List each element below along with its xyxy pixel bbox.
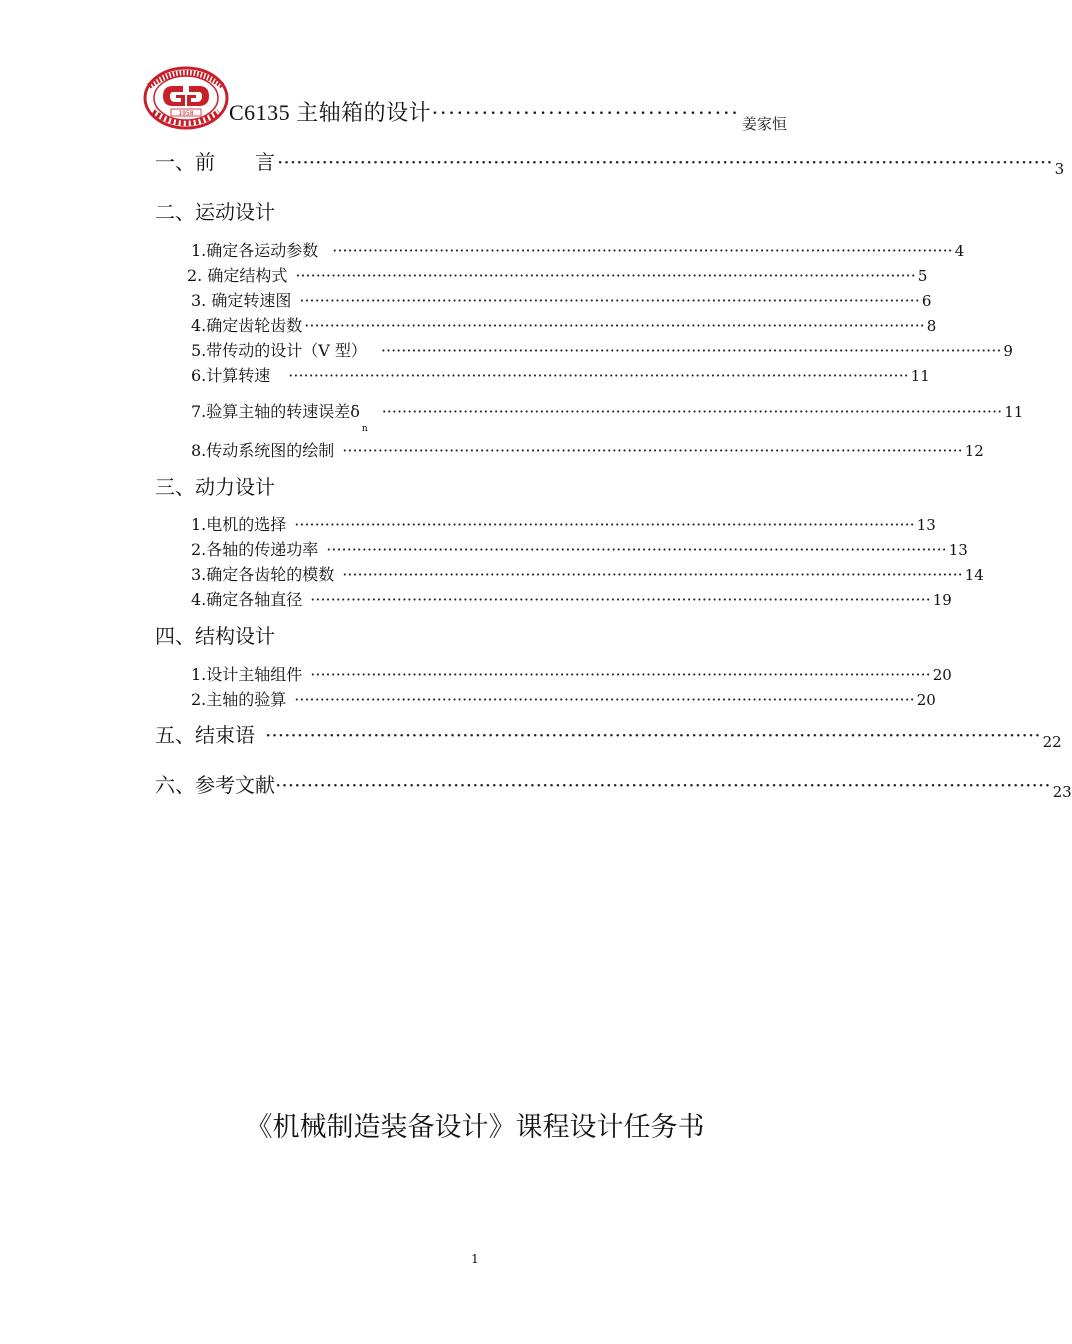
toc-page: 4 bbox=[954, 242, 965, 260]
toc-page: 8 bbox=[926, 317, 937, 335]
toc-page: 11 bbox=[910, 367, 930, 385]
toc-page: 14 bbox=[964, 566, 984, 584]
title-leader-dots: ····································· bbox=[431, 100, 740, 125]
toc-leader: ·························································································································· bbox=[342, 441, 963, 460]
toc-page: 20 bbox=[916, 691, 936, 709]
delta-subscript: n bbox=[361, 424, 368, 434]
toc-label: 1.电机的选择 bbox=[191, 515, 287, 534]
toc-label: 一、前 言 bbox=[155, 150, 275, 174]
toc-leader: ·························································································································· bbox=[294, 690, 915, 709]
page-number: 1 bbox=[471, 1252, 479, 1266]
toc-page: 22 bbox=[1042, 733, 1062, 751]
toc-label: 3.确定各齿轮的模数 bbox=[191, 565, 335, 584]
toc-page: 20 bbox=[932, 666, 952, 684]
toc-page: 6 bbox=[921, 292, 932, 310]
toc-leader: ·························································································································· bbox=[381, 402, 1003, 421]
toc-entry[interactable] bbox=[191, 288, 932, 311]
toc-entry[interactable] bbox=[191, 587, 952, 610]
toc-page: 13 bbox=[916, 516, 936, 534]
toc-label: 8.传动系统图的绘制 bbox=[191, 441, 335, 460]
toc-label: 2.各轴的传递功率 bbox=[191, 540, 319, 559]
toc-leader: ·························································································································· bbox=[304, 316, 925, 335]
toc-entry[interactable] bbox=[191, 562, 984, 585]
toc-label: 4.确定各轴直径 bbox=[191, 590, 303, 609]
document-title-text: C6135 主轴箱的设计 bbox=[229, 100, 432, 125]
toc-label: 2. 确定结构式 bbox=[187, 266, 288, 285]
toc-entry[interactable] bbox=[191, 313, 937, 336]
toc-leader: ·························································································································· bbox=[299, 291, 920, 310]
toc-leader: ·························································································································· bbox=[265, 723, 1041, 747]
toc-entry[interactable] bbox=[191, 399, 1024, 434]
toc-label: 5.带传动的设计（V 型） bbox=[191, 341, 367, 360]
toc-label: 3. 确定转速图 bbox=[191, 291, 292, 310]
toc-entry-conclusion[interactable] bbox=[155, 719, 1062, 751]
toc-page: 19 bbox=[932, 591, 952, 609]
toc-label: 7.验算主轴的转速误差δ bbox=[191, 402, 360, 421]
toc-entry[interactable] bbox=[191, 662, 952, 685]
university-seal-logo bbox=[143, 66, 229, 130]
toc-entry[interactable] bbox=[191, 438, 984, 461]
toc-leader: ·························································································································· bbox=[295, 266, 916, 285]
toc-label: 4.确定齿轮齿数 bbox=[191, 316, 303, 335]
toc-leader: ·························································································································· bbox=[326, 540, 947, 559]
toc-label: 6.计算转速 bbox=[191, 366, 271, 385]
toc-entry[interactable] bbox=[191, 687, 936, 710]
toc-entry[interactable] bbox=[191, 537, 968, 560]
toc-section-power[interactable]: 三、动力设计 bbox=[155, 475, 275, 499]
toc-label: 六、参考文献 bbox=[155, 773, 275, 797]
document-title bbox=[229, 96, 739, 127]
toc-page: 13 bbox=[948, 541, 968, 559]
toc-page: 5 bbox=[917, 267, 928, 285]
author-name: 姜家恒 bbox=[742, 115, 788, 133]
toc-page: 3 bbox=[1054, 160, 1065, 178]
logo-year: 1958 bbox=[178, 110, 194, 117]
toc-label: 1.确定各运动参数 bbox=[191, 241, 319, 260]
toc-page: 12 bbox=[964, 442, 984, 460]
toc-entry[interactable] bbox=[191, 338, 1013, 361]
toc-leader: ·························································································································· bbox=[342, 565, 963, 584]
toc-label: 1.设计主轴组件 bbox=[191, 665, 303, 684]
task-book-title: 《机械制造装备设计》课程设计任务书 bbox=[245, 1112, 705, 1143]
toc-label: 2.主轴的验算 bbox=[191, 690, 287, 709]
toc-leader: ·························································································································· bbox=[275, 773, 1051, 797]
toc-entry-references[interactable] bbox=[155, 769, 1072, 801]
toc-leader: ·························································································································· bbox=[310, 665, 931, 684]
toc-entry[interactable] bbox=[187, 263, 928, 286]
toc-entry-intro[interactable] bbox=[155, 146, 1065, 178]
toc-page: 9 bbox=[1003, 342, 1013, 360]
toc-leader: ·························································································································· bbox=[332, 241, 953, 260]
toc-page: 23 bbox=[1052, 783, 1072, 801]
toc-section-motion[interactable]: 二、运动设计 bbox=[155, 200, 275, 224]
toc-entry[interactable] bbox=[191, 512, 936, 535]
toc-page: 11 bbox=[1004, 403, 1024, 421]
toc-entry[interactable] bbox=[191, 363, 930, 386]
toc-leader: ·························································································································· bbox=[294, 515, 915, 534]
toc-label: 五、结束语 bbox=[155, 723, 255, 747]
toc-entry[interactable] bbox=[191, 238, 965, 261]
toc-leader: ·························································································································· bbox=[380, 341, 1002, 360]
toc-leader: ·························································································································· bbox=[288, 366, 909, 385]
toc-leader: ·························································································································· bbox=[277, 150, 1053, 174]
toc-section-structure[interactable]: 四、结构设计 bbox=[155, 624, 275, 648]
toc-leader: ·························································································································· bbox=[310, 590, 931, 609]
